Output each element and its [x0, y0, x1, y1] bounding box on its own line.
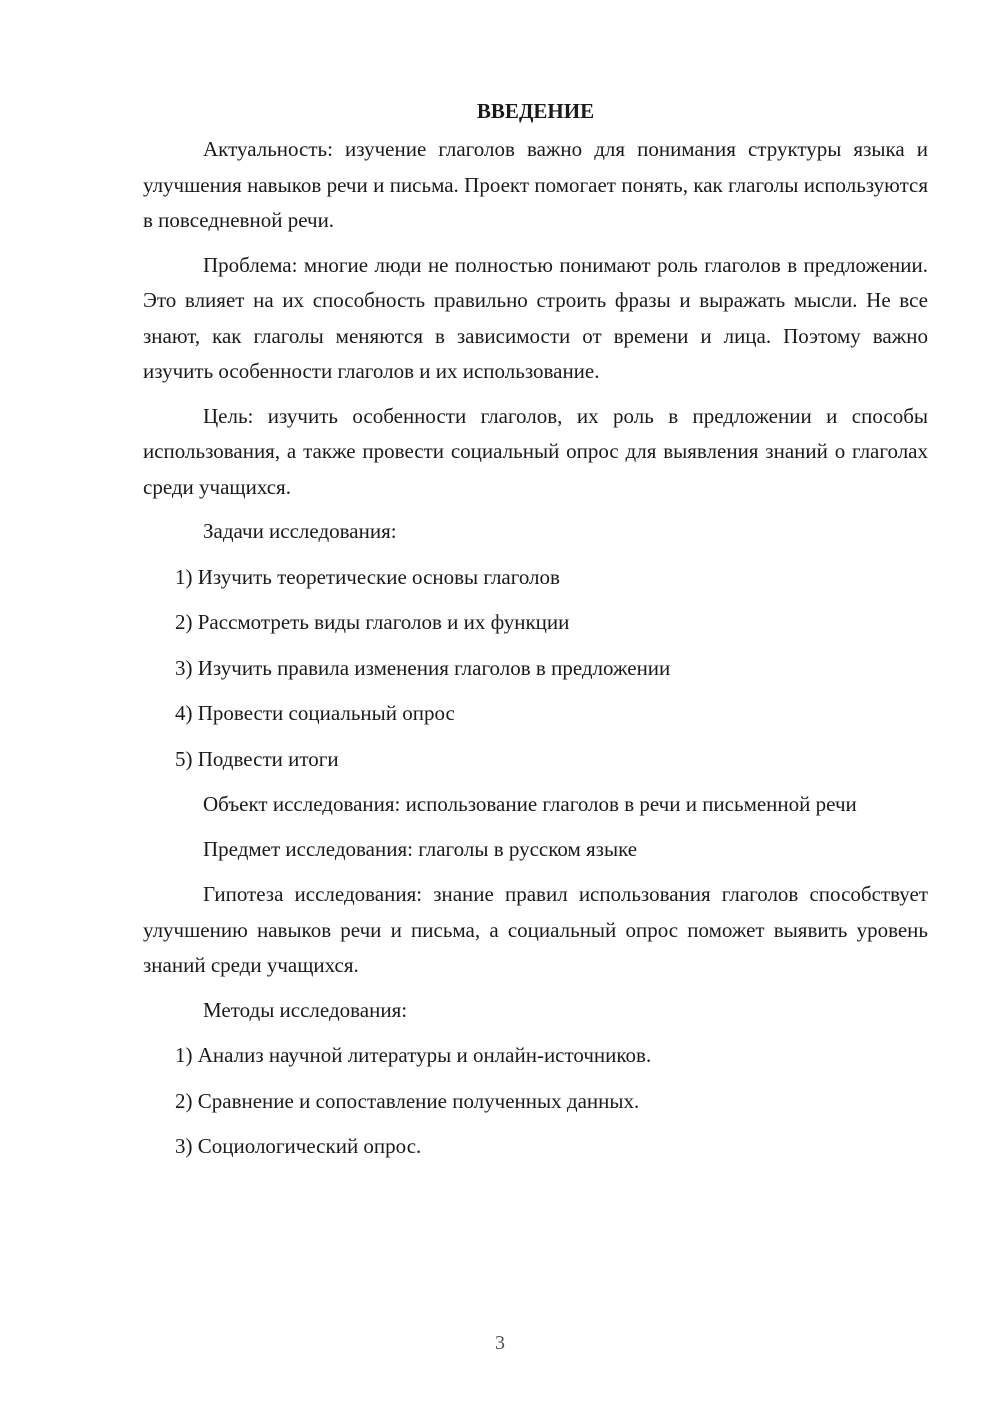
section-heading: ВВЕДЕНИЕ: [476, 99, 595, 123]
hypothesis-paragraph: Гипотеза исследования: знание правил использования глаголов способствует улучшению навыков речи и письма, а социальный опрос поможет выявить уровень знаний среди учащихся.: [143, 882, 928, 977]
list-item: 1) Изучить теоретические основы глаголов: [175, 564, 560, 589]
methods-title: Методы исследования:: [203, 997, 408, 1022]
list-item: 3) Социологический опрос.: [175, 1134, 422, 1158]
tasks-list: [143, 560, 928, 778]
methods-list: [143, 1038, 928, 1165]
object-paragraph: Объект исследования: использование глаголов в речи и письменной речи: [203, 792, 857, 816]
relevance-paragraph: Актуальность: изучение глаголов важно для понимания структуры языка и улучшения навыков речи и письма. Проект помогает понять, как глаголы используются в повседневной речи.: [143, 137, 928, 232]
page-number: 3: [495, 1332, 505, 1354]
list-item: 1) Анализ научной литературы и онлайн-источников.: [175, 1043, 652, 1067]
list-item: 3) Изучить правила изменения глаголов в предложении: [175, 655, 671, 680]
problem-paragraph: Проблема: многие люди не полностью понимают роль глаголов в предложении. Это влияет на их способность правильно строить фразы и выражать мысли. Не все знают, как глаголы меняются в зависимости от времени и лица. Поэтому важно изучить особенности глаголов и их использование.: [143, 252, 928, 383]
list-item: 5) Подвести итоги: [175, 746, 339, 771]
list-item: 4) Провести социальный опрос: [175, 701, 455, 725]
subject-paragraph: Предмет исследования: глаголы в русском языке: [203, 836, 638, 861]
tasks-title: Задачи исследования:: [203, 519, 397, 543]
document-page: [143, 96, 928, 1175]
goal-paragraph: Цель: изучить особенности глаголов, их роль в предложении и способы использования, а также провести социальный опрос для выявления знаний о глаголах среди учащихся.: [143, 403, 928, 499]
list-item: 2) Рассмотреть виды глаголов и их функции: [175, 610, 570, 634]
list-item: 2) Сравнение и сопоставление полученных данных.: [175, 1088, 640, 1113]
